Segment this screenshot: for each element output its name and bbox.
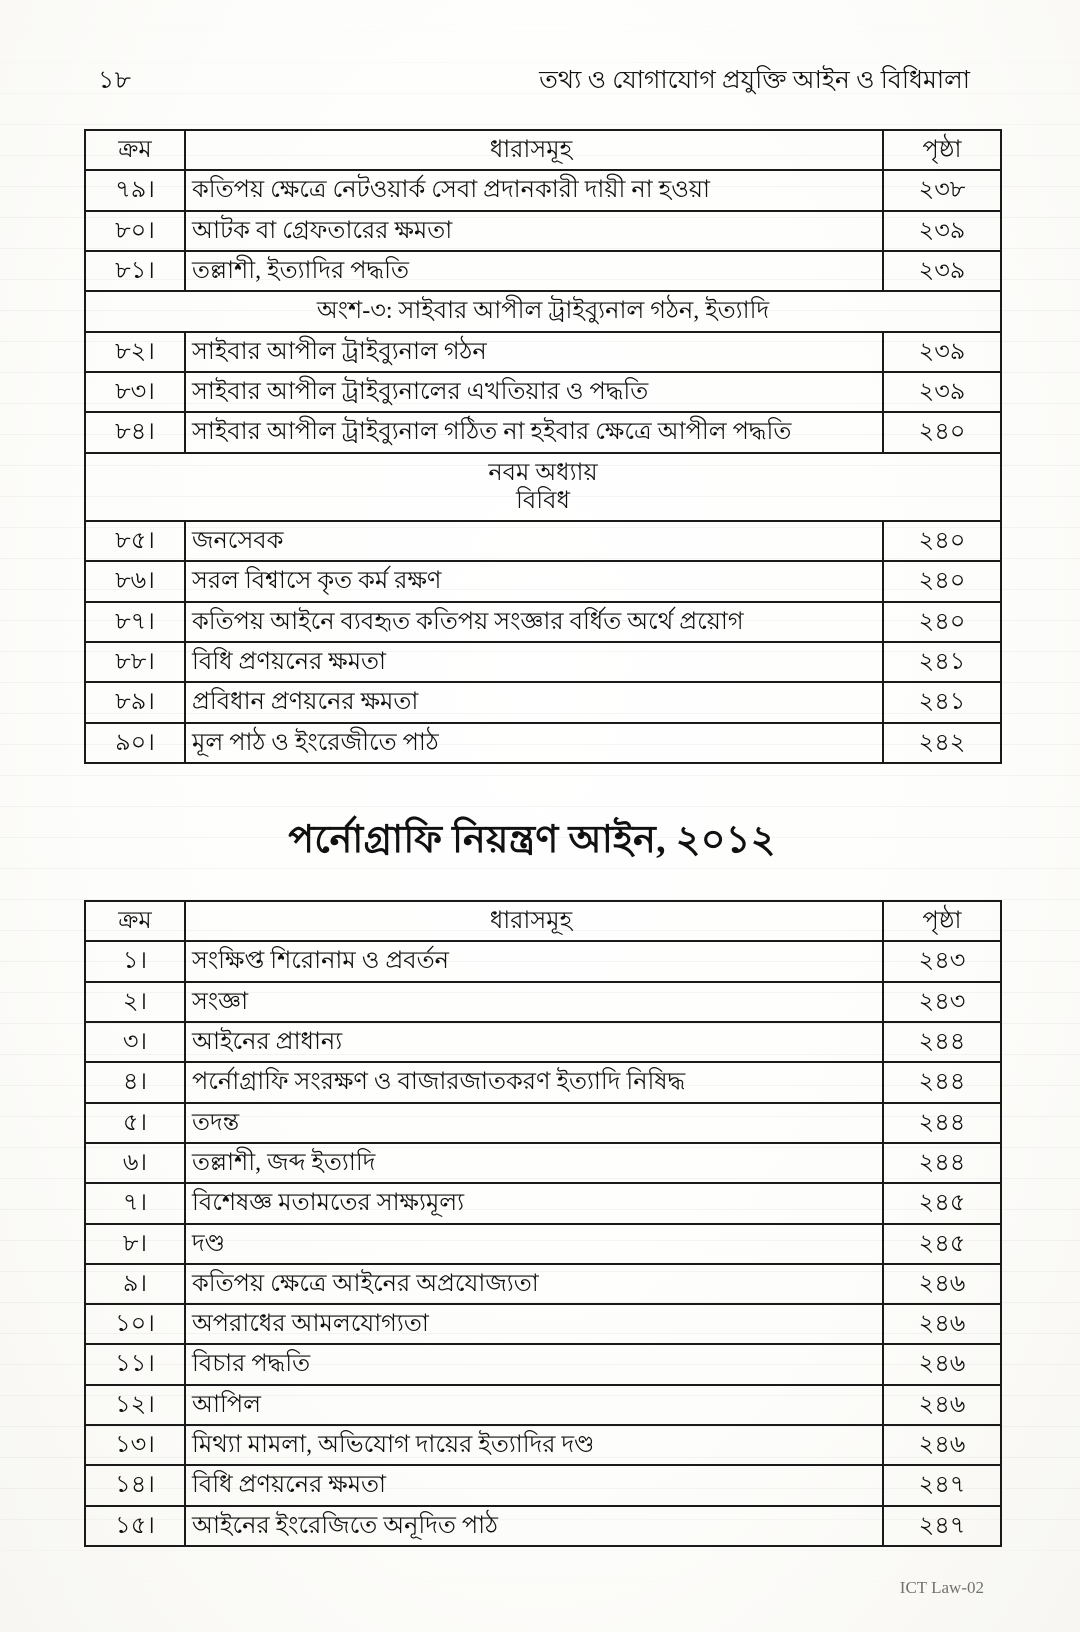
table-row [85, 941, 1001, 981]
row-number: ৮৪। [85, 412, 185, 452]
row-number: ৪। [85, 1062, 185, 1102]
row-title: বিধি প্রণয়নের ক্ষমতা [185, 1465, 883, 1505]
row-number: ১৫। [85, 1506, 185, 1546]
row-page: ২৪৩ [883, 941, 1001, 981]
row-page: ২৪৬ [883, 1344, 1001, 1384]
table-row [85, 170, 1001, 210]
row-number: ৯০। [85, 723, 185, 763]
row-number: ১৩। [85, 1425, 185, 1465]
table-row [85, 1062, 1001, 1102]
table-row [85, 372, 1001, 412]
table-row [85, 642, 1001, 682]
row-number: ৮১। [85, 251, 185, 291]
row-number: ৯। [85, 1264, 185, 1304]
row-title: মূল পাঠ ও ইংরেজীতে পাঠ [185, 723, 883, 763]
row-number: ২। [85, 982, 185, 1022]
row-number: ৮৭। [85, 602, 185, 642]
row-number: ১০। [85, 1304, 185, 1344]
row-title: বিশেষজ্ঞ মতামতের সাক্ষ্যমূল্য [185, 1183, 883, 1223]
row-title: বিধি প্রণয়নের ক্ষমতা [185, 642, 883, 682]
row-page: ২৪২ [883, 723, 1001, 763]
row-number: ৮০। [85, 211, 185, 251]
row-page: ২৪৬ [883, 1385, 1001, 1425]
row-page: ২৪০ [883, 602, 1001, 642]
table-row [85, 1465, 1001, 1505]
row-number: ৮৯। [85, 682, 185, 722]
table-row [85, 1506, 1001, 1546]
row-page: ২৪৪ [883, 1103, 1001, 1143]
row-title: জনসেবক [185, 521, 883, 561]
toc-table-one [84, 129, 1002, 764]
printer-mark: ICT Law-02 [899, 1578, 984, 1597]
table-row [85, 982, 1001, 1022]
row-page: ২৩৮ [883, 170, 1001, 210]
row-page: ২৪০ [883, 412, 1001, 452]
row-title: বিচার পদ্ধতি [185, 1344, 883, 1384]
table-row [85, 332, 1001, 372]
table-row [85, 561, 1001, 601]
toc-table-one-body [85, 170, 1001, 763]
running-head [84, 60, 980, 103]
table-row [85, 211, 1001, 251]
row-number: ৩। [85, 1022, 185, 1062]
row-title: কতিপয় আইনে ব্যবহৃত কতিপয় সংজ্ঞার বর্ধিত অর্থে প্রয়োগ [185, 602, 883, 642]
table-row [85, 1103, 1001, 1143]
row-page: ২৪৪ [883, 1022, 1001, 1062]
row-number: ৮৮। [85, 642, 185, 682]
row-title: সাইবার আপীল ট্রাইব্যুনাল গঠন [185, 332, 883, 372]
section-heading-row [85, 291, 1001, 331]
row-page: ২৪৫ [883, 1224, 1001, 1264]
row-title: প্রবিধান প্রণয়নের ক্ষমতা [185, 682, 883, 722]
row-number: ৬। [85, 1143, 185, 1183]
row-page: ২৪৬ [883, 1425, 1001, 1465]
row-number: ৭৯। [85, 170, 185, 210]
row-title: আপিল [185, 1385, 883, 1425]
page-number: ১৮ [98, 67, 132, 94]
row-title: আইনের ইংরেজিতে অনূদিত পাঠ [185, 1506, 883, 1546]
row-number: ৮৫। [85, 521, 185, 561]
table-row [85, 1022, 1001, 1062]
row-number: ১। [85, 941, 185, 981]
row-title: দণ্ড [185, 1224, 883, 1264]
row-title: সরল বিশ্বাসে কৃত কর্ম রক্ষণ [185, 561, 883, 601]
row-title: সাইবার আপীল ট্রাইব্যুনাল গঠিত না হইবার ক্ষেত্রে আপীল পদ্ধতি [185, 412, 883, 452]
row-page: ২৩৯ [883, 211, 1001, 251]
row-title: সাইবার আপীল ট্রাইব্যুনালের এখতিয়ার ও পদ্ধতি [185, 372, 883, 412]
section-heading: অংশ-৩: সাইবার আপীল ট্রাইব্যুনাল গঠন, ইত্যাদি [85, 291, 1001, 331]
header-title: ধারাসমূহ [185, 901, 883, 941]
table-row [85, 1385, 1001, 1425]
chapter-heading-line-1: নবম অধ্যায় [488, 459, 598, 486]
chapter-heading [85, 453, 1001, 522]
row-page: ২৩৯ [883, 372, 1001, 412]
chapter-heading-line-2: বিবিধ [516, 487, 570, 514]
row-page: ২৪০ [883, 521, 1001, 561]
table-row [85, 1304, 1001, 1344]
toc-table-two-header [85, 901, 1001, 941]
table-header-row [85, 901, 1001, 941]
chapter-heading-row [85, 453, 1001, 522]
row-page: ২৪৩ [883, 982, 1001, 1022]
row-number: ৮৩। [85, 372, 185, 412]
running-title: তথ্য ও যোগাযোগ প্রযুক্তি আইন ও বিধিমালা [539, 67, 970, 94]
table-row [85, 1264, 1001, 1304]
table-row [85, 521, 1001, 561]
table-row [85, 1183, 1001, 1223]
table-row [85, 1143, 1001, 1183]
row-page: ২৪৭ [883, 1465, 1001, 1505]
row-page: ২৩৯ [883, 332, 1001, 372]
row-page: ২৪১ [883, 642, 1001, 682]
row-title: কতিপয় ক্ষেত্রে আইনের অপ্রযোজ্যতা [185, 1264, 883, 1304]
row-title: তদন্ত [185, 1103, 883, 1143]
table-row [85, 251, 1001, 291]
row-number: ৮৬। [85, 561, 185, 601]
row-number: ৮। [85, 1224, 185, 1264]
row-number: ৫। [85, 1103, 185, 1143]
row-page: ২৪৭ [883, 1506, 1001, 1546]
row-title: অপরাধের আমলযোগ্যতা [185, 1304, 883, 1344]
row-page: ২৪৫ [883, 1183, 1001, 1223]
row-page: ২৪৪ [883, 1062, 1001, 1102]
row-title: তল্লাশী, ইত্যাদির পদ্ধতি [185, 251, 883, 291]
header-page: পৃষ্ঠা [883, 901, 1001, 941]
table-row [85, 1344, 1001, 1384]
toc-table-one-header [85, 130, 1001, 170]
row-page: ২৪৬ [883, 1304, 1001, 1344]
header-no: ক্রম [85, 901, 185, 941]
header-no: ক্রম [85, 130, 185, 170]
table-row [85, 723, 1001, 763]
header-page: পৃষ্ঠা [883, 130, 1001, 170]
row-page: ২৩৯ [883, 251, 1001, 291]
row-number: ১২। [85, 1385, 185, 1425]
row-title: কতিপয় ক্ষেত্রে নেটওয়ার্ক সেবা প্রদানকারী দায়ী না হওয়া [185, 170, 883, 210]
table-header-row [85, 130, 1001, 170]
toc-table-two [84, 900, 1002, 1547]
table-row [85, 1425, 1001, 1465]
row-number: ১৪। [85, 1465, 185, 1505]
row-title: তল্লাশী, জব্দ ইত্যাদি [185, 1143, 883, 1183]
toc-table-two-body [85, 941, 1001, 1546]
row-number: ১১। [85, 1344, 185, 1384]
page-content [84, 60, 980, 1547]
table-row [85, 602, 1001, 642]
row-page: ২৪১ [883, 682, 1001, 722]
row-page: ২৪৪ [883, 1143, 1001, 1183]
row-title: পর্নোগ্রাফি সংরক্ষণ ও বাজারজাতকরণ ইত্যাদি নিষিদ্ধ [185, 1062, 883, 1102]
row-title: সংজ্ঞা [185, 982, 883, 1022]
row-title: সংক্ষিপ্ত শিরোনাম ও প্রবর্তন [185, 941, 883, 981]
row-page: ২৪৬ [883, 1264, 1001, 1304]
header-title: ধারাসমূহ [185, 130, 883, 170]
row-number: ৮২। [85, 332, 185, 372]
row-title: মিথ্যা মামলা, অভিযোগ দায়ের ইত্যাদির দণ্ড [185, 1425, 883, 1465]
table-row [85, 412, 1001, 452]
row-number: ৭। [85, 1183, 185, 1223]
table-row [85, 1224, 1001, 1264]
act-title: পর্নোগ্রাফি নিয়ন্ত্রণ আইন, ২০১২ [288, 819, 776, 861]
table-row [85, 682, 1001, 722]
row-title: আটক বা গ্রেফতারের ক্ষমতা [185, 211, 883, 251]
row-page: ২৪০ [883, 561, 1001, 601]
row-title: আইনের প্রাধান্য [185, 1022, 883, 1062]
